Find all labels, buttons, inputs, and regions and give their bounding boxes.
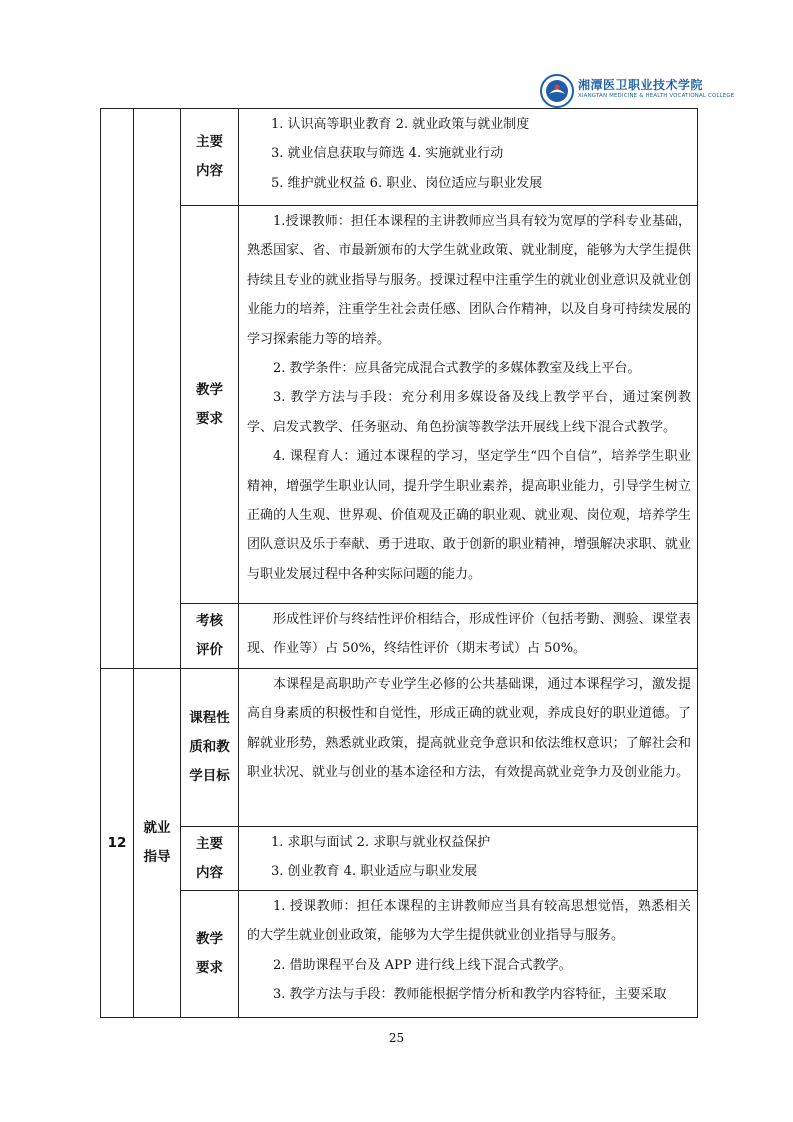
assess-label: 考核 评价 — [181, 604, 239, 669]
content-line: 3. 就业信息获取与筛选 4. 实施就业行动 — [271, 146, 504, 162]
page-number: 25 — [388, 1031, 405, 1045]
teach-paragraph: 4. 课程育人：通过本课程的学习，坚定学生“四个自信”，培养学生职业精神，增强学生职业认同，提升学生职业素养，提高职业能力，引导学生树立正确的人生观、世界观、价值观及正确的职业观、就业观、岗位观，培养学生团队意识及乐于奉献、勇于进取、敢于创新的职业精神，增强解决求职、就业与职业发展过程中各种实际问题的能力。 — [247, 449, 691, 582]
teach-paragraph: 3. 教学方法与手段：教师能根据学情分析和教学内容特征，主要采取 — [273, 987, 667, 1003]
content-line: 3. 创业教育 4. 职业适应与职业发展 — [271, 864, 478, 880]
content-line: 1. 求职与面试 2. 求职与就业权益保护 — [271, 835, 491, 850]
teach-label: 教学 要求 — [181, 891, 239, 1018]
content-cell — [239, 109, 698, 206]
teach-paragraph: 2. 借助课程平台及 APP 进行线上线下混合式教学。 — [273, 957, 572, 973]
nature-cell — [239, 669, 698, 827]
course-table — [100, 108, 698, 1018]
row-cont-assess — [101, 604, 698, 669]
row-cont-content — [101, 109, 698, 206]
row-12-nature — [101, 669, 698, 827]
row-12-content — [101, 827, 698, 891]
row-12-teach — [101, 891, 698, 1018]
assess-text: 形成性评价与终结性评价相结合，形成性评价（包括考勤、测验、课堂表现、作业等）占 50%，终结性评价（期末考试）占 50%。 — [247, 612, 691, 657]
teach-cell — [239, 206, 698, 604]
content-cell — [239, 827, 698, 891]
college-emblem-icon — [540, 74, 574, 108]
nature-label: 课程性 质和教 学目标 — [181, 669, 239, 827]
nature-text: 本课程是高职助产专业学生必修的公共基础课，通过本课程学习，激发提高自身素质的积极性和自觉性，形成正确的就业观，养成良好的职业道德。了解就业形势，熟悉就业政策，提高就业竞争意识和依法维权意识；了解社会和职业状况、就业与创业的基本途径和方法，有效提高就业竞争力及创业能力。 — [247, 677, 691, 781]
course-name-cell-cont — [134, 109, 181, 669]
teach-paragraph: 1.授课教师：担任本课程的主讲教师应当具有较为宽厚的学科专业基础，熟悉国家、省、市最新颁布的大学生就业政策、就业制度，能够为大学生提供持续且专业的就业指导与服务。授课过程中注重学生的就业创业意识及就业创业能力的培养，注重学生社会责任感、团队合作精神，以及自身可持续发展的学习探索能力等的培养。 — [247, 214, 691, 347]
college-name-cn: 湘潭医卫职业技术学院 — [578, 78, 704, 92]
teach-cell — [239, 891, 698, 1018]
content-line: 1. 认识高等职业教育 2. 就业政策与就业制度 — [271, 117, 530, 132]
college-logo — [540, 76, 735, 108]
content-label: 主要 内容 — [181, 827, 239, 891]
content-line: 5. 维护就业权益 6. 职业、岗位适应与职业发展 — [271, 175, 543, 191]
number-cell-cont — [101, 109, 134, 669]
teach-paragraph: 1. 授课教师：担任本课程的主讲教师应当具有较高思想觉悟，熟悉相关的大学生就业创业政策，能够为大学生提供就业创业指导与服务。 — [247, 899, 691, 944]
teach-label: 教学 要求 — [181, 206, 239, 604]
course-name: 就业 指导 — [134, 669, 181, 1018]
teach-paragraph: 3. 教学方法与手段：充分利用多媒设备及线上教学平台，通过案例教学、启发式教学、任务驱动、角色扮演等教学法开展线上线下混合式教学。 — [247, 390, 691, 435]
assess-cell — [239, 604, 698, 669]
course-number: 12 — [101, 669, 134, 1018]
college-name-en: XIANGTAN MEDICINE & HEALTH VOCATIONAL COLLEGE — [578, 93, 735, 99]
row-cont-teach — [101, 206, 698, 604]
content-label: 主要 内容 — [181, 109, 239, 206]
teach-paragraph: 2. 教学条件：应具备完成混合式教学的多媒体教室及线上平台。 — [273, 361, 641, 377]
